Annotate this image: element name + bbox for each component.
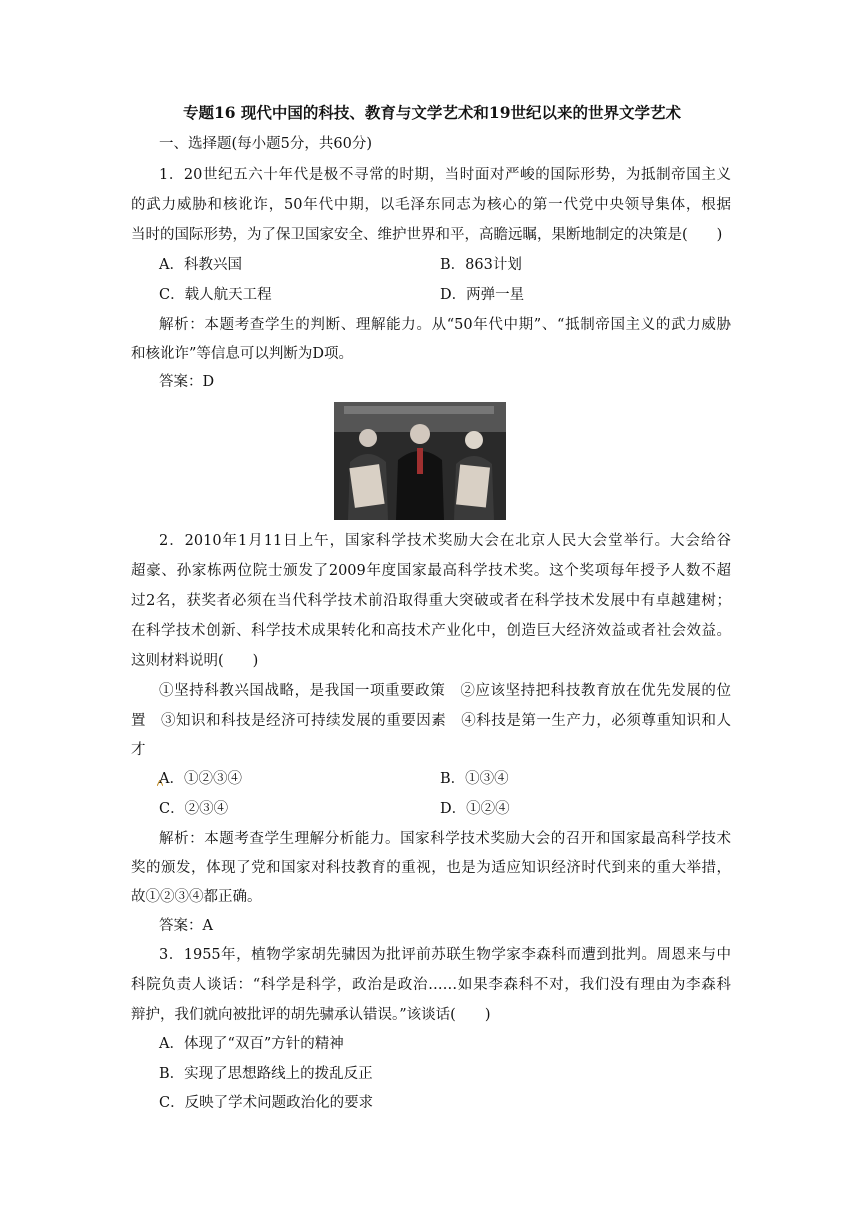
q2-text-line: 在科学技术创新、科学技术成果转化和高技术产业化中，创造巨大经济效益或者社会效益。 bbox=[131, 623, 731, 639]
q2-option-b: B．①③④ bbox=[440, 771, 509, 787]
q1-analysis-line: 解析：本题考查学生的判断、理解能力。从“50年代中期”、“抵制帝国主义的武力威胁 bbox=[159, 317, 731, 333]
award-ceremony-photo bbox=[334, 402, 506, 520]
q2-text-line: 过2名，获奖者必须在当代科学技术前沿取得重大突破或者在科学技术发展中有卓越建树； bbox=[131, 593, 731, 609]
q2-text-line: 超豪、孙家栋两位院士颁发了2009年度国家最高科学技术奖。这个奖项每年授予人数不超 bbox=[131, 563, 731, 579]
section-heading: 一、选择题(每小题5分，共60分) bbox=[159, 136, 372, 152]
q3-text-line: 科院负责人谈话：“科学是科学，政治是政治……如果李森科不对，我们没有理由为李森科 bbox=[131, 977, 731, 993]
q2-analysis-line: 解析：本题考查学生理解分析能力。国家科学技术奖励大会的召开和国家最高科学技术 bbox=[159, 831, 731, 847]
q3-option-c: C．反映了学术问题政治化的要求 bbox=[159, 1095, 374, 1111]
q2-analysis-line: 故①②③④都正确。 bbox=[131, 889, 262, 905]
q2-text-line: 2．2010年1月11日上午，国家科学技术奖励大会在北京人民大会堂举行。大会给谷 bbox=[159, 533, 731, 549]
q1-text-line: 1．20世纪五六十年代是极不寻常的时期，当时面对严峻的国际形势，为抵制帝国主义 bbox=[159, 167, 731, 183]
q3-option-b: B．实现了思想路线上的拨乱反正 bbox=[159, 1066, 373, 1082]
q1-analysis-line: 和核讹诈”等信息可以判断为D项。 bbox=[131, 346, 354, 362]
q2-answer: 答案：A bbox=[159, 918, 213, 934]
q1-option-a: A．科教兴国 bbox=[159, 257, 242, 273]
q2-statement-line: 置 ③知识和科技是经济可持续发展的重要因素 ④科技是第一生产力，必须尊重知识和人 bbox=[131, 713, 731, 729]
q1-text-line: 的武力威胁和核讹诈，50年代中期，以毛泽东同志为核心的第一代党中央领导集体，根据 bbox=[131, 197, 731, 213]
q1-option-b: B．863计划 bbox=[440, 257, 522, 273]
q1-text-line: 当时的国际形势，为了保卫国家安全、维护世界和平，高瞻远瞩，果断地制定的决策是( ) bbox=[131, 227, 723, 243]
q2-option-a: A．①②③④ bbox=[159, 771, 242, 787]
q2-analysis-line: 奖的颁发，体现了党和国家对科技教育的重视，也是为适应知识经济时代到来的重大举措， bbox=[131, 860, 731, 876]
q2-option-c: C．②③④ bbox=[159, 801, 229, 817]
q2-statement-line: 才 bbox=[131, 742, 146, 758]
q2-statement-line: ①坚持科教兴国战略，是我国一项重要政策 ②应该坚持把科技教育放在优先发展的位 bbox=[159, 683, 731, 699]
q2-option-d: D．①②④ bbox=[440, 801, 510, 817]
q3-text-line: 3．1955年，植物学家胡先骕因为批评前苏联生物学家李森科而遭到批判。周恩来与中 bbox=[159, 947, 731, 963]
q1-option-d: D．两弹一星 bbox=[440, 287, 525, 303]
q3-option-a: A．体现了“双百”方针的精神 bbox=[159, 1036, 344, 1052]
q1-answer: 答案：D bbox=[159, 374, 215, 390]
q1-option-c: C．载人航天工程 bbox=[159, 287, 272, 303]
q2-text-line: 这则材料说明( ) bbox=[131, 653, 259, 669]
q3-text-line: 辩护，我们就向被批评的胡先骕承认错误。”该谈话( ) bbox=[131, 1007, 491, 1023]
page-title: 专题16 现代中国的科技、教育与文学艺术和19世纪以来的世界文学艺术 bbox=[182, 103, 682, 122]
